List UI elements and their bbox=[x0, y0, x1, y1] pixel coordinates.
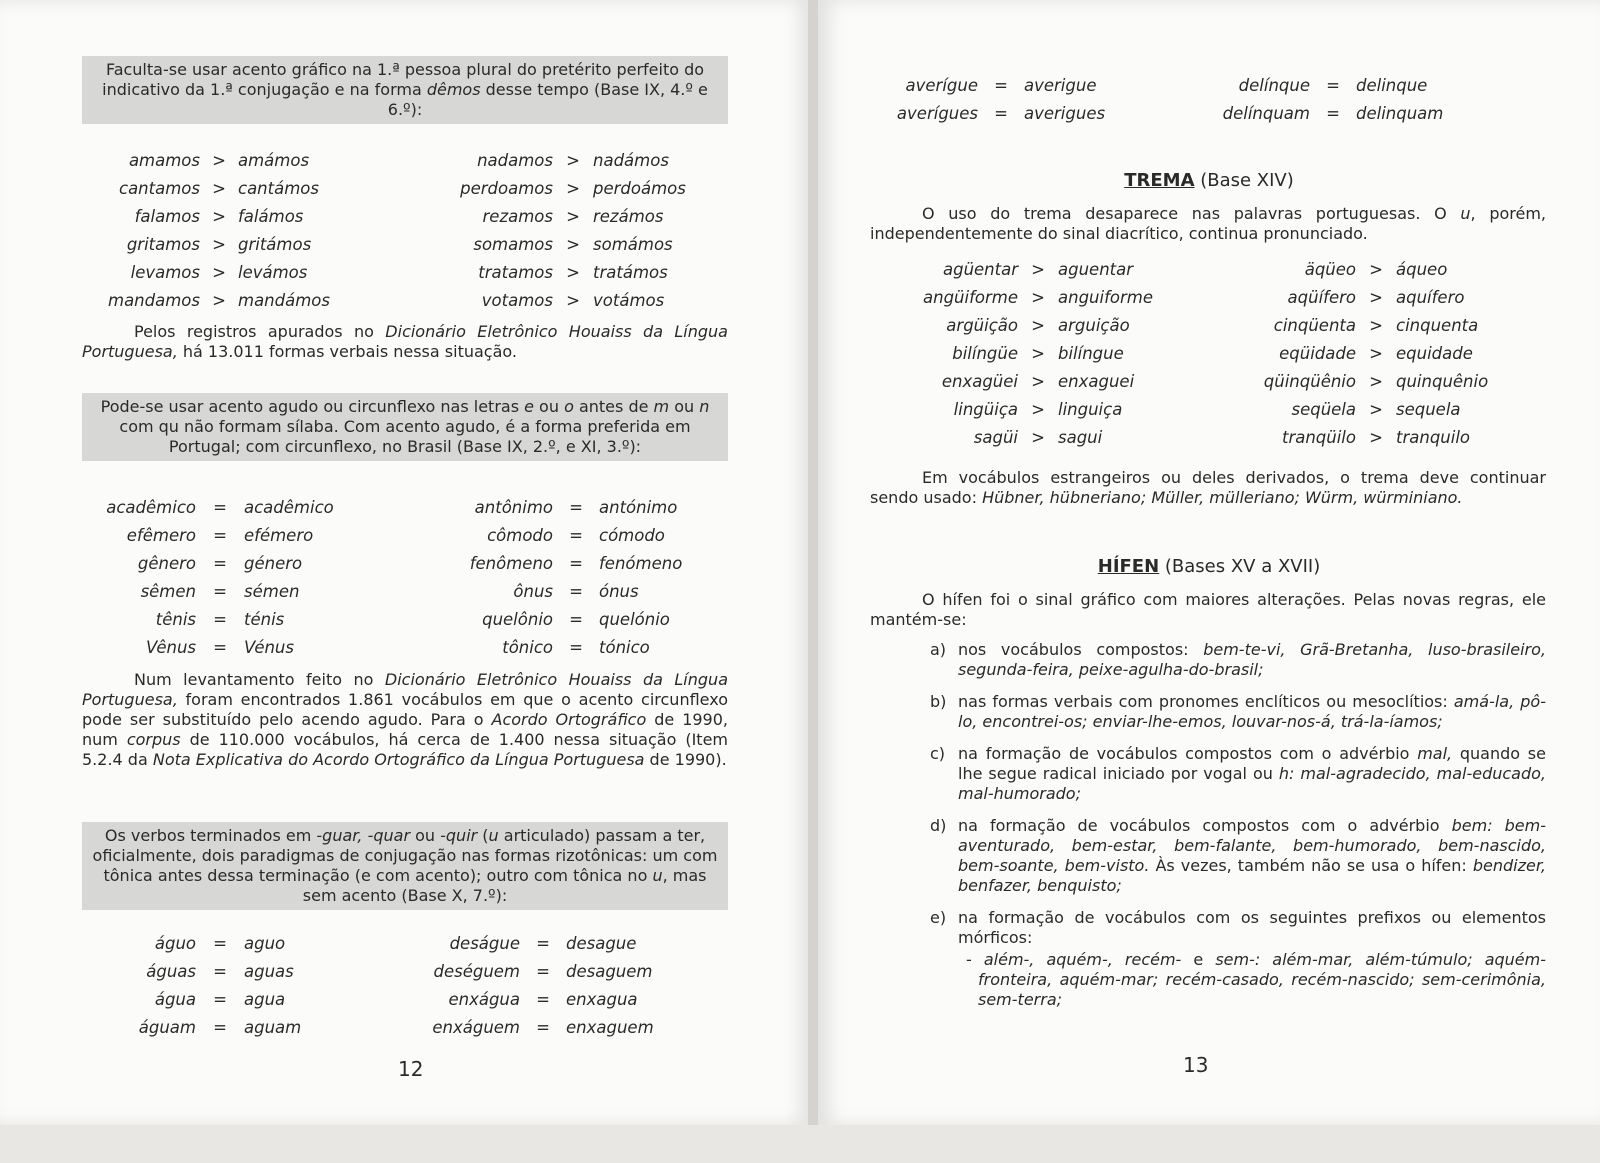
word-operator: = bbox=[536, 1018, 550, 1037]
word-original: cantamos bbox=[119, 179, 200, 198]
word-list-1a bbox=[88, 147, 358, 315]
word-new: mandámos bbox=[238, 291, 330, 310]
word-new: Vénus bbox=[244, 638, 294, 657]
word-new: somámos bbox=[593, 235, 673, 254]
word-operator: = bbox=[569, 498, 583, 517]
word-original: águo bbox=[154, 934, 196, 953]
word-new: efémero bbox=[244, 526, 314, 545]
word-original: deságue bbox=[449, 934, 520, 953]
word-pair-row bbox=[84, 606, 364, 634]
word-original: delínquam bbox=[1222, 104, 1310, 123]
word-operator: = bbox=[569, 638, 583, 657]
word-original: Vênus bbox=[146, 638, 196, 657]
word-pair-row bbox=[410, 175, 723, 203]
word-pair-row bbox=[390, 930, 686, 958]
word-new: bilíngue bbox=[1058, 344, 1124, 363]
trema-paragraph: O uso do trema desaparece nas palavras portuguesas. O u, porém, independentemente do sinal diacrítico, continua pronunciado. bbox=[870, 204, 1547, 243]
hifen-item-text: na formação de vocábulos com os seguintes prefixos ou elementos mórficos: bbox=[958, 908, 1546, 947]
word-pair-row bbox=[868, 368, 1188, 396]
top-list-a bbox=[876, 72, 1164, 128]
hifen-item-label: c) bbox=[930, 744, 946, 763]
word-new: tratámos bbox=[593, 263, 668, 282]
word-operator: > bbox=[1369, 400, 1383, 419]
hifen-subtitle: (Bases XV a XVII) bbox=[1159, 556, 1321, 577]
word-original: seqüela bbox=[1291, 400, 1356, 419]
word-original: antônimo bbox=[474, 498, 553, 517]
word-new: cinquenta bbox=[1396, 316, 1479, 335]
word-operator: > bbox=[566, 235, 580, 254]
word-operator: > bbox=[212, 291, 226, 310]
word-pair-row bbox=[88, 147, 358, 175]
word-original: sagüi bbox=[973, 428, 1018, 447]
word-operator: = bbox=[1326, 104, 1340, 123]
word-operator: = bbox=[213, 990, 227, 1009]
word-original: águas bbox=[146, 962, 196, 981]
word-operator: > bbox=[212, 207, 226, 226]
word-pair-row bbox=[84, 578, 364, 606]
word-new: fenómeno bbox=[599, 554, 683, 573]
word-original: delínque bbox=[1238, 76, 1310, 95]
word-operator: > bbox=[1031, 372, 1045, 391]
word-pair-row bbox=[84, 986, 354, 1014]
word-operator: > bbox=[1031, 260, 1045, 279]
word-pair-row bbox=[1170, 100, 1496, 128]
word-pair-row bbox=[868, 256, 1188, 284]
word-new: sagui bbox=[1058, 428, 1103, 447]
word-original: angüiforme bbox=[923, 288, 1018, 307]
word-operator: > bbox=[1369, 288, 1383, 307]
word-operator: > bbox=[566, 151, 580, 170]
word-operator: > bbox=[212, 179, 226, 198]
word-new: equidade bbox=[1396, 344, 1473, 363]
page-number-left: 12 bbox=[398, 1057, 424, 1081]
word-new: linguiça bbox=[1058, 400, 1123, 419]
word-operator: = bbox=[569, 610, 583, 629]
word-original: levamos bbox=[130, 263, 200, 282]
hifen-item-text: nas formas verbais com pronomes enclíticos ou mesoclítios: amá-la, pô-lo, encontrei-os; enviar-lhe-emos, louvar-nos-á, trá-la-íamos; bbox=[958, 692, 1546, 731]
word-original: efêmero bbox=[126, 526, 196, 545]
hifen-item bbox=[930, 640, 1546, 680]
word-operator: > bbox=[566, 291, 580, 310]
word-operator: = bbox=[213, 554, 227, 573]
word-original: nadamos bbox=[477, 151, 553, 170]
word-new: rezámos bbox=[593, 207, 664, 226]
word-new: arguição bbox=[1058, 316, 1130, 335]
word-original: fenômeno bbox=[469, 554, 553, 573]
word-operator: = bbox=[994, 104, 1008, 123]
word-pair-row bbox=[868, 424, 1188, 452]
word-new: sémen bbox=[244, 582, 300, 601]
word-pair-row bbox=[868, 312, 1188, 340]
word-list-2a bbox=[84, 494, 364, 662]
word-new: aquífero bbox=[1396, 288, 1465, 307]
word-operator: > bbox=[1031, 288, 1045, 307]
word-operator: = bbox=[536, 934, 550, 953]
word-new: áqueo bbox=[1396, 260, 1448, 279]
word-operator: > bbox=[1369, 344, 1383, 363]
trema-list-a bbox=[868, 256, 1188, 452]
word-pair-row bbox=[410, 259, 723, 287]
word-pair-row bbox=[410, 231, 723, 259]
word-pair-row bbox=[1206, 284, 1526, 312]
word-pair-row bbox=[1206, 340, 1526, 368]
word-original: somamos bbox=[473, 235, 553, 254]
word-new: perdoámos bbox=[593, 179, 686, 198]
hifen-item bbox=[930, 816, 1546, 896]
word-pair-row bbox=[88, 231, 358, 259]
word-original: ônus bbox=[513, 582, 553, 601]
trema-subtitle: (Base XIV) bbox=[1194, 170, 1294, 191]
word-operator: = bbox=[213, 962, 227, 981]
word-operator: = bbox=[213, 1018, 227, 1037]
word-new: cantámos bbox=[238, 179, 319, 198]
hifen-rules-list bbox=[930, 640, 1546, 1010]
word-pair-row bbox=[84, 958, 354, 986]
word-operator: = bbox=[213, 610, 227, 629]
word-new: tónico bbox=[599, 638, 650, 657]
word-pair-row bbox=[868, 396, 1188, 424]
word-pair-row bbox=[868, 284, 1188, 312]
word-list-3b bbox=[390, 930, 686, 1042]
word-original: aqüífero bbox=[1287, 288, 1356, 307]
word-new: amámos bbox=[238, 151, 310, 170]
hifen-heading bbox=[818, 556, 1600, 577]
right-page bbox=[818, 0, 1600, 1125]
word-operator: = bbox=[569, 526, 583, 545]
trema-title: TREMA bbox=[1124, 170, 1195, 191]
word-operator: > bbox=[566, 207, 580, 226]
word-original: tranqüilo bbox=[1281, 428, 1356, 447]
word-original: agüentar bbox=[942, 260, 1018, 279]
word-pair-row bbox=[410, 578, 729, 606]
word-operator: = bbox=[536, 990, 550, 1009]
word-original: quelônio bbox=[482, 610, 553, 629]
word-pair-row bbox=[410, 147, 723, 175]
hifen-item-label: d) bbox=[930, 816, 947, 835]
word-new: falámos bbox=[238, 207, 304, 226]
word-new: quelónio bbox=[599, 610, 670, 629]
word-new: ónus bbox=[599, 582, 639, 601]
word-pair-row bbox=[88, 203, 358, 231]
word-operator: > bbox=[1031, 344, 1045, 363]
word-original: mandamos bbox=[108, 291, 200, 310]
word-original: lingüiça bbox=[953, 400, 1018, 419]
hifen-item-label: b) bbox=[930, 692, 947, 711]
word-pair-row bbox=[88, 175, 358, 203]
word-new: votámos bbox=[593, 291, 665, 310]
word-new: aguas bbox=[244, 962, 294, 981]
word-pair-row bbox=[1206, 256, 1526, 284]
word-original: averígue bbox=[905, 76, 978, 95]
hifen-item-label: e) bbox=[930, 908, 947, 927]
word-pair-row bbox=[84, 634, 364, 662]
trema-list-b bbox=[1206, 256, 1526, 452]
word-pair-row bbox=[390, 986, 686, 1014]
word-original: falamos bbox=[134, 207, 200, 226]
word-pair-row bbox=[84, 1014, 354, 1042]
word-operator: = bbox=[213, 582, 227, 601]
word-pair-row bbox=[410, 287, 723, 315]
word-new: delinquam bbox=[1356, 104, 1444, 123]
word-operator: > bbox=[1031, 316, 1045, 335]
word-operator: > bbox=[1369, 316, 1383, 335]
word-new: ténis bbox=[244, 610, 285, 629]
word-pair-row bbox=[84, 494, 364, 522]
word-new: antónimo bbox=[599, 498, 678, 517]
word-pair-row bbox=[410, 550, 729, 578]
word-pair-row bbox=[1170, 72, 1496, 100]
word-operator: > bbox=[1369, 428, 1383, 447]
word-new: aguentar bbox=[1058, 260, 1134, 279]
word-pair-row bbox=[410, 522, 729, 550]
word-original: acadêmico bbox=[106, 498, 196, 517]
word-original: amamos bbox=[128, 151, 200, 170]
word-pair-row bbox=[1206, 312, 1526, 340]
word-new: cómodo bbox=[599, 526, 665, 545]
word-pair-row bbox=[390, 1014, 686, 1042]
word-new: delinque bbox=[1356, 76, 1428, 95]
word-original: averígues bbox=[896, 104, 978, 123]
word-original: água bbox=[154, 990, 196, 1009]
word-new: enxagua bbox=[566, 990, 638, 1009]
trema-heading bbox=[818, 170, 1600, 191]
rule-box-1: Faculta-se usar acento gráfico na 1.ª pessoa plural do pretérito perfeito do indicativo da 1.ª conjugação e na forma dêmos desse tempo (Base IX, 4.º e 6.º): bbox=[82, 56, 728, 124]
hifen-subitem: - além-, aquém-, recém- e sem-: além-mar, além-túmulo; aquém-fronteira, aquém-mar; recém-casado, recém-nascido; sem-cerimônia, sem-terra; bbox=[966, 950, 1547, 1009]
hifen-item bbox=[930, 908, 1546, 948]
word-operator: > bbox=[1369, 372, 1383, 391]
hifen-item-text: na formação de vocábulos compostos com o advérbio bem: bem-aventurado, bem-estar, bem-falante, bem-humorado, bem-nascido, bem-soante, bem-visto. Às vezes, também não se usa o hífen: bendizer, benfazer, benquisto; bbox=[958, 816, 1547, 895]
page-number-right: 13 bbox=[1183, 1053, 1209, 1077]
word-original: sêmen bbox=[140, 582, 196, 601]
word-pair-row bbox=[84, 550, 364, 578]
word-original: perdoamos bbox=[460, 179, 553, 198]
word-operator: = bbox=[994, 76, 1008, 95]
word-new: género bbox=[244, 554, 303, 573]
trema-paragraph-2: Em vocábulos estrangeiros ou deles derivados, o trema deve continuar sendo usado: Hübner, hübneriano; Müller, mülleriano; Würm, würminiano. bbox=[870, 468, 1546, 507]
word-pair-row bbox=[876, 72, 1164, 100]
word-operator: = bbox=[569, 554, 583, 573]
word-list-3a bbox=[84, 930, 354, 1042]
word-operator: = bbox=[213, 638, 227, 657]
left-page bbox=[0, 0, 810, 1125]
word-new: enxaguei bbox=[1058, 372, 1135, 391]
word-new: aguo bbox=[244, 934, 286, 953]
hifen-items bbox=[930, 640, 1546, 948]
word-operator: > bbox=[566, 179, 580, 198]
word-operator: = bbox=[213, 526, 227, 545]
rule-box-3: Os verbos terminados em -guar, -quar ou -quir (u articulado) passam a ter, oficialmente, dois paradigmas de conjugação nas formas rizotônicas: um com tônica antes dessa terminação (e com acento); outro com tônica no u, mas sem acento (Base X, 7.º): bbox=[82, 822, 728, 910]
word-pair-row bbox=[84, 930, 354, 958]
word-pair-row bbox=[1206, 424, 1526, 452]
hifen-item bbox=[930, 692, 1546, 732]
word-list-2b bbox=[410, 494, 729, 662]
word-original: águam bbox=[138, 1018, 196, 1037]
word-operator: > bbox=[1031, 400, 1045, 419]
word-original: deséguem bbox=[433, 962, 520, 981]
word-new: averigues bbox=[1024, 104, 1106, 123]
word-pair-row bbox=[1206, 396, 1526, 424]
hifen-item-text: nos vocábulos compostos: bem-te-vi, Grã-Bretanha, luso-brasileiro, segunda-feira, peixe-agulha-do-brasil; bbox=[958, 640, 1546, 679]
word-original: rezamos bbox=[482, 207, 553, 226]
word-pair-row bbox=[84, 522, 364, 550]
word-pair-row bbox=[88, 287, 358, 315]
word-operator: > bbox=[1369, 260, 1383, 279]
hifen-title: HÍFEN bbox=[1097, 556, 1160, 577]
word-new: quinquênio bbox=[1396, 372, 1489, 391]
word-operator: = bbox=[1326, 76, 1340, 95]
hifen-item-label: a) bbox=[930, 640, 947, 659]
word-operator: = bbox=[213, 498, 227, 517]
word-new: desaguem bbox=[566, 962, 653, 981]
word-operator: > bbox=[566, 263, 580, 282]
paragraph-2: Num levantamento feito no Dicionário Eletrônico Houaiss da Língua Portuguesa, foram encontrados 1.861 vocábulos em que o acento circunflexo pode ser substituído pelo acendo agudo. Para o Acordo Ortográfico de 1990, num corpus de 110.000 vocábulos, há cerca de 1.400 nessa situação (Item 5.2.4 da Nota Explicativa do Acordo Ortográfico da Língua Portuguesa de 1990). bbox=[82, 670, 729, 769]
word-pair-row bbox=[410, 606, 729, 634]
word-new: sequela bbox=[1396, 400, 1461, 419]
word-new: desague bbox=[566, 934, 637, 953]
word-pair-row bbox=[410, 494, 729, 522]
word-original: eqüidade bbox=[1279, 344, 1356, 363]
word-original: tônico bbox=[502, 638, 553, 657]
word-original: gritamos bbox=[126, 235, 200, 254]
word-operator: > bbox=[212, 235, 226, 254]
word-original: tênis bbox=[155, 610, 196, 629]
word-pair-row bbox=[390, 958, 686, 986]
word-original: enxáguem bbox=[432, 1018, 520, 1037]
word-new: agua bbox=[244, 990, 286, 1009]
word-original: votamos bbox=[481, 291, 553, 310]
word-original: äqüeo bbox=[1304, 260, 1356, 279]
word-original: tratamos bbox=[478, 263, 553, 282]
word-original: bilíngüe bbox=[952, 344, 1018, 363]
word-new: gritámos bbox=[238, 235, 312, 254]
word-original: enxágua bbox=[448, 990, 520, 1009]
word-original: qüinqüênio bbox=[1263, 372, 1356, 391]
paragraph-1: Pelos registros apurados no Dicionário Eletrônico Houaiss da Língua Portuguesa, há 13.011 formas verbais nessa situação. bbox=[82, 322, 728, 361]
word-pair-row bbox=[410, 203, 723, 231]
top-list-b bbox=[1170, 72, 1496, 128]
word-new: aguam bbox=[244, 1018, 302, 1037]
word-operator: > bbox=[1031, 428, 1045, 447]
word-operator: = bbox=[213, 934, 227, 953]
word-pair-row bbox=[1206, 368, 1526, 396]
word-original: enxagüei bbox=[941, 372, 1018, 391]
word-new: anguiforme bbox=[1058, 288, 1153, 307]
word-operator: > bbox=[212, 263, 226, 282]
word-pair-row bbox=[868, 340, 1188, 368]
word-pair-row bbox=[410, 634, 729, 662]
hifen-paragraph: O hífen foi o sinal gráfico com maiores alterações. Pelas novas regras, ele mantém-se: bbox=[870, 590, 1546, 629]
word-original: gênero bbox=[137, 554, 196, 573]
word-operator: = bbox=[569, 582, 583, 601]
word-new: averigue bbox=[1024, 76, 1097, 95]
word-new: tranquilo bbox=[1396, 428, 1471, 447]
hifen-item-text: na formação de vocábulos compostos com o advérbio mal, quando se lhe segue radical iniciado por vogal ou h: mal-agradecido, mal-educado, mal-humorado; bbox=[958, 744, 1546, 803]
word-new: levámos bbox=[238, 263, 308, 282]
word-operator: > bbox=[212, 151, 226, 170]
word-new: enxaguem bbox=[566, 1018, 654, 1037]
word-operator: = bbox=[536, 962, 550, 981]
word-new: acadêmico bbox=[244, 498, 334, 517]
word-list-1b bbox=[410, 147, 723, 315]
word-original: cinqüenta bbox=[1273, 316, 1356, 335]
word-original: argüição bbox=[946, 316, 1018, 335]
hifen-item bbox=[930, 744, 1546, 804]
word-pair-row bbox=[88, 259, 358, 287]
word-new: nadámos bbox=[593, 151, 669, 170]
word-original: cômodo bbox=[487, 526, 553, 545]
word-pair-row bbox=[876, 100, 1164, 128]
rule-box-2: Pode-se usar acento agudo ou circunflexo nas letras e ou o antes de m ou n com qu não formam sílaba. Com acento agudo, é a forma preferida em Portugal; com circunflexo, no Brasil (Base IX, 2.º, e XI, 3.º): bbox=[82, 393, 728, 461]
